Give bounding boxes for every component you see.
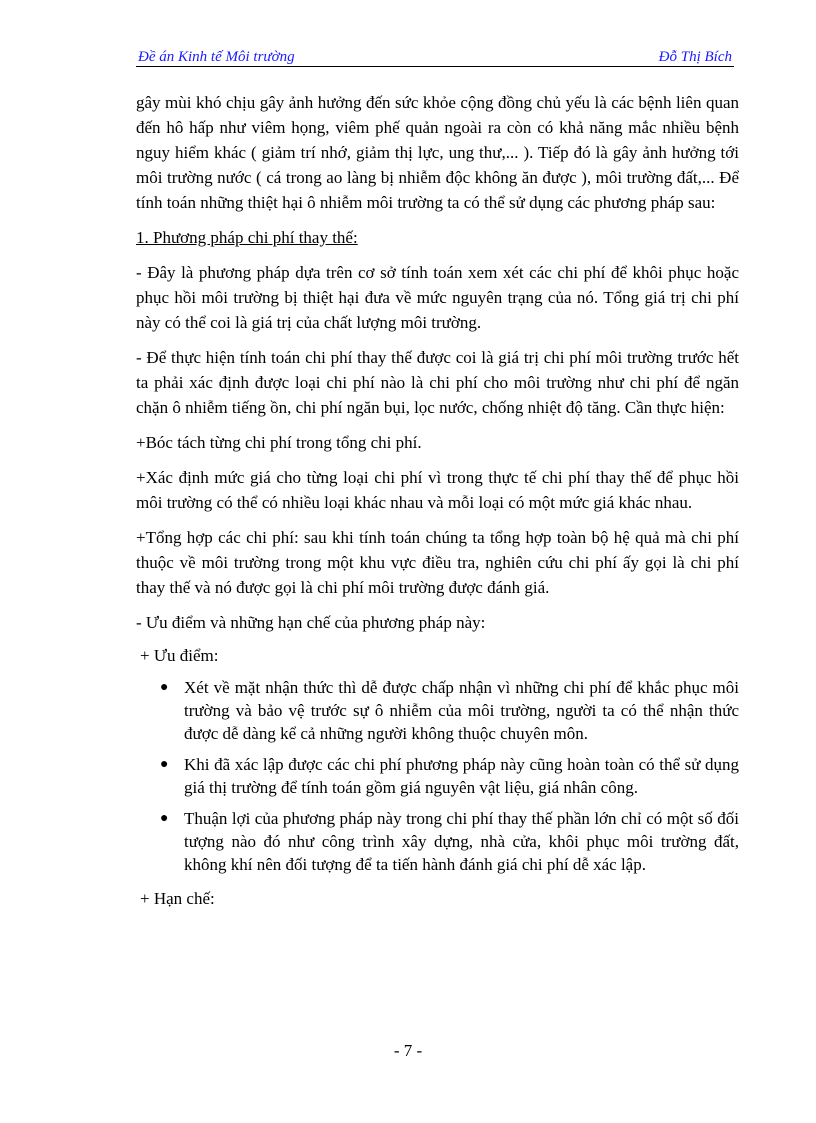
list-item-text: Thuận lợi của phương pháp này trong chi phí thay thế phần lớn chỉ có một số đối tượng nào đó như công trình xây dựng, nhà cửa, khôi phục môi trường đất, không khí nên đối tượng để ta tiến hành đánh giá chi phí dễ xác lập. [184, 809, 739, 874]
paragraph: +Tổng hợp các chi phí: sau khi tính toán chúng ta tổng hợp toàn bộ hệ quả mà chi phí thuộc về môi trường trong một khu vực điều tra, nghiên cứu chi phí ấy gọi là chi phí thay thế và nó được gọi là chi phí môi trường được đánh giá. [136, 528, 739, 597]
list-item [136, 676, 739, 745]
section-heading: 1. Phương pháp chi phí thay thế: [136, 228, 358, 247]
document-body [136, 90, 739, 921]
paragraph: +Xác định mức giá cho từng loại chi phí vì trong thực tế chi phí thay thế để phục hồi môi trường có thể có nhiều loại khác nhau và mỗi loại có một mức giá khác nhau. [136, 468, 739, 512]
bullet-icon: ● [160, 680, 169, 695]
paragraph: - Đây là phương pháp dựa trên cơ sở tính toán xem xét các chi phí để khôi phục hoặc phục hồi môi trường bị thiệt hại đưa về mức nguyên trạng của nó. Tổng giá trị chi phí này có thể coi là giá trị của chất lượng môi trường. [136, 263, 739, 332]
page-header [136, 49, 734, 67]
list-item [136, 807, 739, 876]
paragraph-intro: gây mùi khó chịu gây ảnh hưởng đến sức khỏe cộng đồng chủ yếu là các bệnh liên quan đến hô hấp như viêm họng, viêm phế quản ngoài ra còn có khả năng mắc nhiều bệnh nguy hiểm khác ( giảm trí nhớ, giảm thị lực, ung thư,... ). Tiếp đó là gây ảnh hưởng tới môi trường nước ( cá trong ao làng bị nhiễm độc không ăn được ), môi trường đất,... Để tính toán những thiệt hại ô nhiễm môi trường ta có thể sử dụng các phương pháp sau: [136, 93, 739, 212]
header-author: Đỗ Thị Bích [658, 49, 732, 65]
list-item [136, 753, 739, 799]
advantages-list [136, 676, 739, 876]
page-number: - 7 - [393, 1041, 423, 1060]
header-title: Đề án Kinh tế Môi trường [138, 49, 295, 65]
advantages-label: + Ưu điểm: [140, 646, 219, 665]
bullet-icon: ● [160, 811, 169, 826]
list-item-text: Khi đã xác lập được các chi phí phương pháp này cũng hoàn toàn có thể sử dụng giá thị trường để tính toán gồm giá nguyên vật liệu, giá nhân công. [184, 755, 739, 797]
limitations-label: + Hạn chế: [140, 889, 215, 908]
paragraph: +Bóc tách từng chi phí trong tổng chi phí. [136, 433, 422, 452]
bullet-icon: ● [160, 757, 169, 772]
list-item-text: Xét về mặt nhận thức thì dễ được chấp nhận vì những chi phí để khắc phục môi trường và bảo vệ trước sự ô nhiễm của môi trường, người ta có thể nhận thức được dễ dàng kể cả những người không thuộc chuyên môn. [184, 678, 739, 743]
paragraph: - Ưu điểm và những hạn chế của phương pháp này: [136, 613, 486, 632]
paragraph: - Để thực hiện tính toán chi phí thay thế được coi là giá trị chi phí môi trường trước hết ta phải xác định được loại chi phí nào là chi phí cho môi trường như chi phí để ngăn chặn ô nhiễm tiếng ồn, chi phí ngăn bụi, lọc nước, chống nhiệt độ tăng. Cần thực hiện: [136, 348, 739, 417]
